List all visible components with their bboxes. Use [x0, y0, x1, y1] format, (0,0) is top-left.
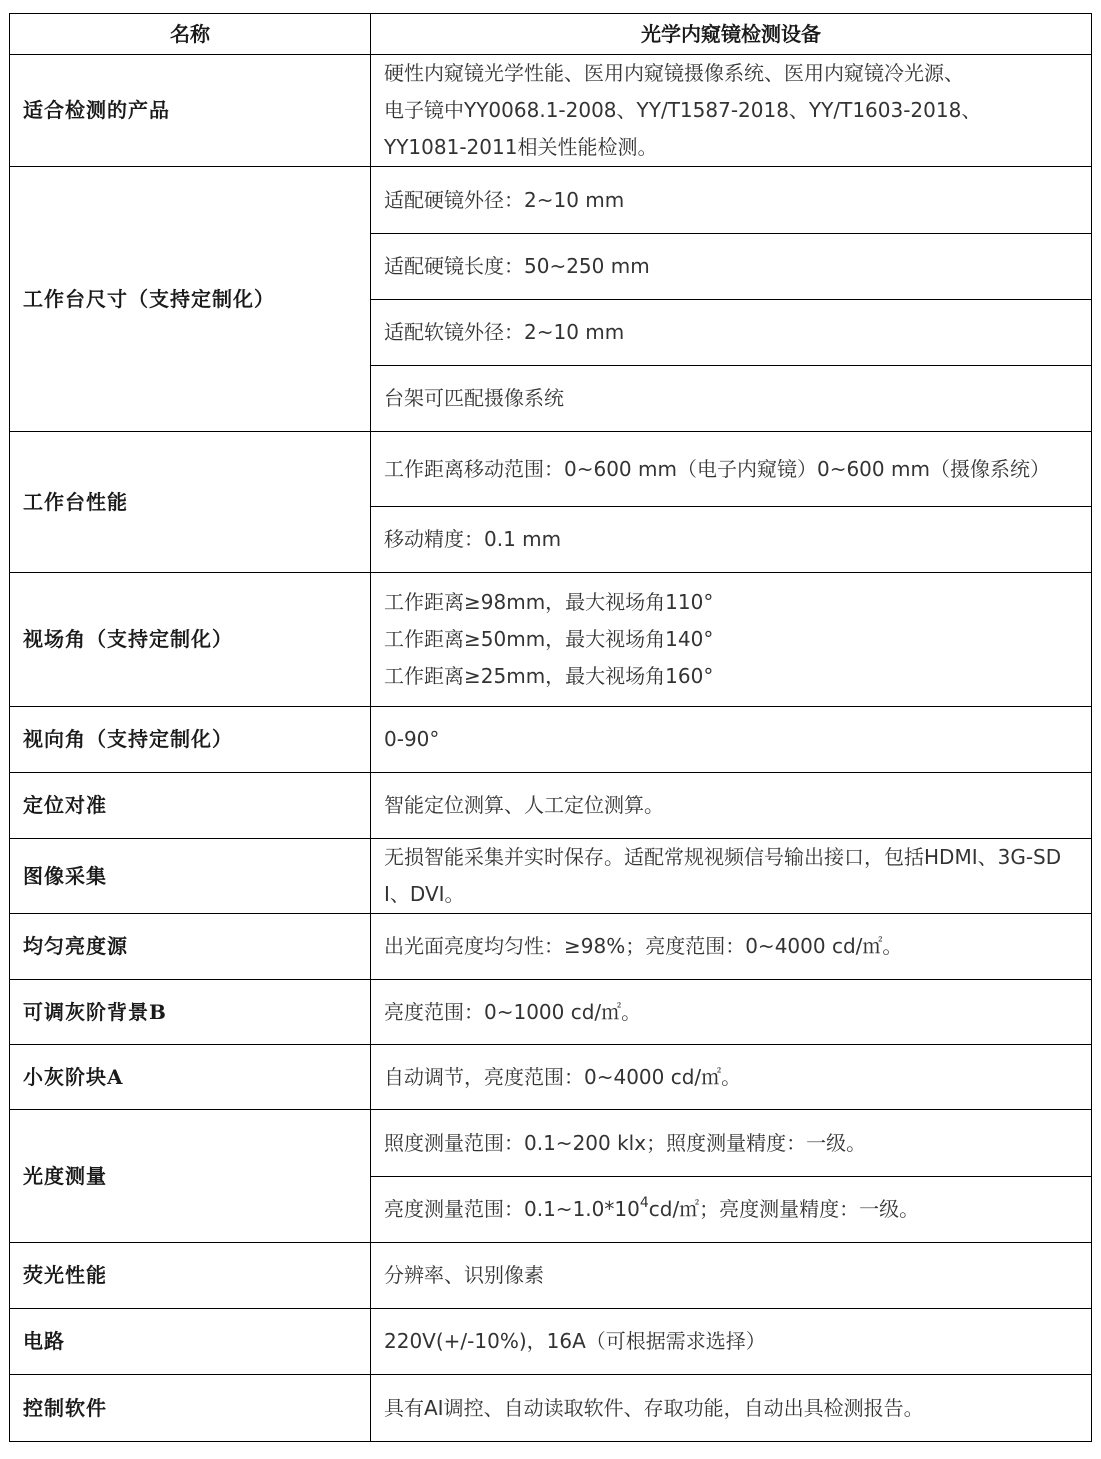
row-value	[371, 573, 1092, 707]
row-label: 工作台性能	[10, 432, 371, 573]
header-value: 光学内窥镜检测设备	[371, 14, 1092, 55]
row-label: 荧光性能	[10, 1243, 371, 1309]
row-value: 无损智能采集并实时保存。适配常规视频信号输出接口，包括HDMI、3G-SDI、DVI。	[371, 839, 1092, 914]
row-value	[371, 1177, 1092, 1243]
row-label: 定位对准	[10, 773, 371, 839]
row-value: 照度测量范围：0.1~200 klx；照度测量精度：一级。	[371, 1110, 1092, 1177]
row-value: 220V(+/-10%)，16A（可根据需求选择）	[371, 1309, 1092, 1375]
luminance-exponent: 4	[639, 1195, 649, 1211]
value-line: 工作距离≥50mm，最大视场角140°	[384, 627, 714, 651]
row-value: 自动调节，亮度范围：0~4000 cd/㎡。	[371, 1045, 1092, 1110]
row-value: 台架可匹配摄像系统	[371, 366, 1092, 432]
table-row	[10, 773, 1092, 839]
row-value: 适配软镜外径：2~10 mm	[371, 300, 1092, 366]
row-value: 0-90°	[371, 707, 1092, 773]
row-value	[371, 55, 1092, 167]
row-value: 智能定位测算、人工定位测算。	[371, 773, 1092, 839]
table-row	[10, 980, 1092, 1045]
value-line: 电子镜中YY0068.1-2008、YY/T1587-2018、YY/T1603-2018、	[384, 98, 982, 122]
row-label: 视场角（支持定制化）	[10, 573, 371, 707]
table-row	[10, 55, 1092, 167]
table-row	[10, 1309, 1092, 1375]
row-value: 出光面亮度均匀性：≥98%；亮度范围：0~4000 cd/㎡。	[371, 914, 1092, 980]
luminance-prefix: 亮度测量范围：0.1~1.0*10	[384, 1197, 640, 1221]
row-value: 亮度范围：0~1000 cd/㎡。	[371, 980, 1092, 1045]
row-label: 适合检测的产品	[10, 55, 371, 167]
row-label: 工作台尺寸（支持定制化）	[10, 167, 371, 432]
row-value: 适配硬镜长度：50~250 mm	[371, 234, 1092, 300]
value-line: 工作距离≥98mm，最大视场角110°	[384, 590, 714, 614]
row-value: 分辨率、识别像素	[371, 1243, 1092, 1309]
row-value: 工作距离移动范围：0~600 mm（电子内窥镜）0~600 mm（摄像系统）	[371, 432, 1092, 507]
table-row	[10, 1375, 1092, 1442]
table-row	[10, 1110, 1092, 1177]
row-label: 控制软件	[10, 1375, 371, 1442]
row-label: 视向角（支持定制化）	[10, 707, 371, 773]
row-label: 电路	[10, 1309, 371, 1375]
value-line: 硬性内窥镜光学性能、医用内窥镜摄像系统、医用内窥镜冷光源、	[384, 61, 964, 85]
row-value: 适配硬镜外径：2~10 mm	[371, 167, 1092, 234]
luminance-suffix: cd/㎡；亮度测量精度：一级。	[648, 1197, 920, 1221]
header-name: 名称	[10, 14, 371, 55]
table-row	[10, 707, 1092, 773]
row-value: 具有AI调控、自动读取软件、存取功能，自动出具检测报告。	[371, 1375, 1092, 1442]
table-row	[10, 573, 1092, 707]
table-row	[10, 1045, 1092, 1110]
row-value: 移动精度：0.1 mm	[371, 507, 1092, 573]
row-label: 可调灰阶背景B	[10, 980, 371, 1045]
table-row	[10, 839, 1092, 914]
table-row	[10, 432, 1092, 507]
row-label: 图像采集	[10, 839, 371, 914]
row-label: 光度测量	[10, 1110, 371, 1243]
table-row	[10, 1243, 1092, 1309]
row-label: 均匀亮度源	[10, 914, 371, 980]
row-label: 小灰阶块A	[10, 1045, 371, 1110]
table-header-row	[10, 14, 1092, 55]
table-row	[10, 167, 1092, 234]
value-line: 工作距离≥25mm，最大视场角160°	[384, 664, 714, 688]
spec-table	[9, 13, 1092, 1442]
value-line: YY1081-2011相关性能检测。	[384, 135, 658, 159]
table-row	[10, 914, 1092, 980]
